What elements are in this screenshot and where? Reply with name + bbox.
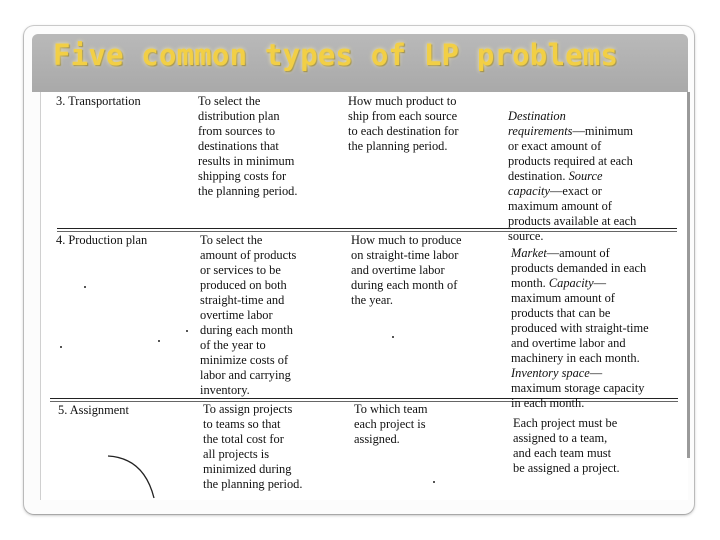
constraint-text: Each project must be assigned to a team, and each team must be assigned a project. — [513, 416, 620, 475]
scan-arc-mark — [104, 452, 160, 502]
scan-speck — [392, 336, 394, 338]
decision-production-plan: How much to produce on straight-time labor and overtime labor during each month of the year. — [351, 233, 462, 307]
scan-speck — [433, 481, 435, 483]
scan-speck — [186, 330, 188, 332]
decision-assignment: To which team each project is assigned. — [354, 402, 428, 446]
scan-speck — [84, 286, 86, 288]
decision-transportation: How much product to ship from each source to each destination for the planning period. — [348, 94, 459, 153]
problem-type-assignment: 5. Assignment — [58, 403, 129, 417]
constraint-text: — maximum storage capacity in each month. — [511, 366, 645, 410]
constraint-label: Source capacity — [508, 169, 603, 198]
constraint-label: Market — [511, 246, 547, 260]
constraints-production-plan — [511, 231, 649, 411]
constraint-text: — maximum amount of products that can be produced with straight-time and overtime labor and machinery in each month. — [511, 276, 649, 365]
constraint-text: —amount of products demanded in each month. — [511, 246, 647, 290]
scan-edge-shadow — [687, 92, 690, 458]
constraint-label: Capacity — [548, 276, 594, 290]
constraints-transportation — [508, 94, 636, 244]
problem-type-production-plan: 4. Production plan — [56, 233, 148, 247]
constraint-text: —minimum or exact amount of products required at each destination. — [508, 124, 634, 183]
scan-speck — [60, 346, 62, 348]
objective-assignment: To assign projects to teams so that the total cost for all projects is minimized during the planning period. — [203, 402, 303, 491]
problem-type-transportation: 3. Transportation — [56, 94, 141, 108]
slide-title: Five common types of LP problems — [53, 38, 619, 72]
constraint-label: Destination requirements — [508, 109, 573, 138]
constraint-label: Inventory space — [511, 366, 590, 380]
objective-production-plan: To select the amount of products or services to be produced on both straight-time and overtime labor during each month of the year to minimize costs of labor and carrying inventory. — [200, 233, 297, 397]
scan-speck — [158, 340, 160, 342]
constraints-assignment — [513, 401, 620, 476]
constraint-text: —exact or maximum amount of products available at each source. — [508, 184, 637, 243]
objective-transportation: To select the distribution plan from sources to destinations that results in minimum shipping costs for the planning period. — [198, 94, 298, 198]
